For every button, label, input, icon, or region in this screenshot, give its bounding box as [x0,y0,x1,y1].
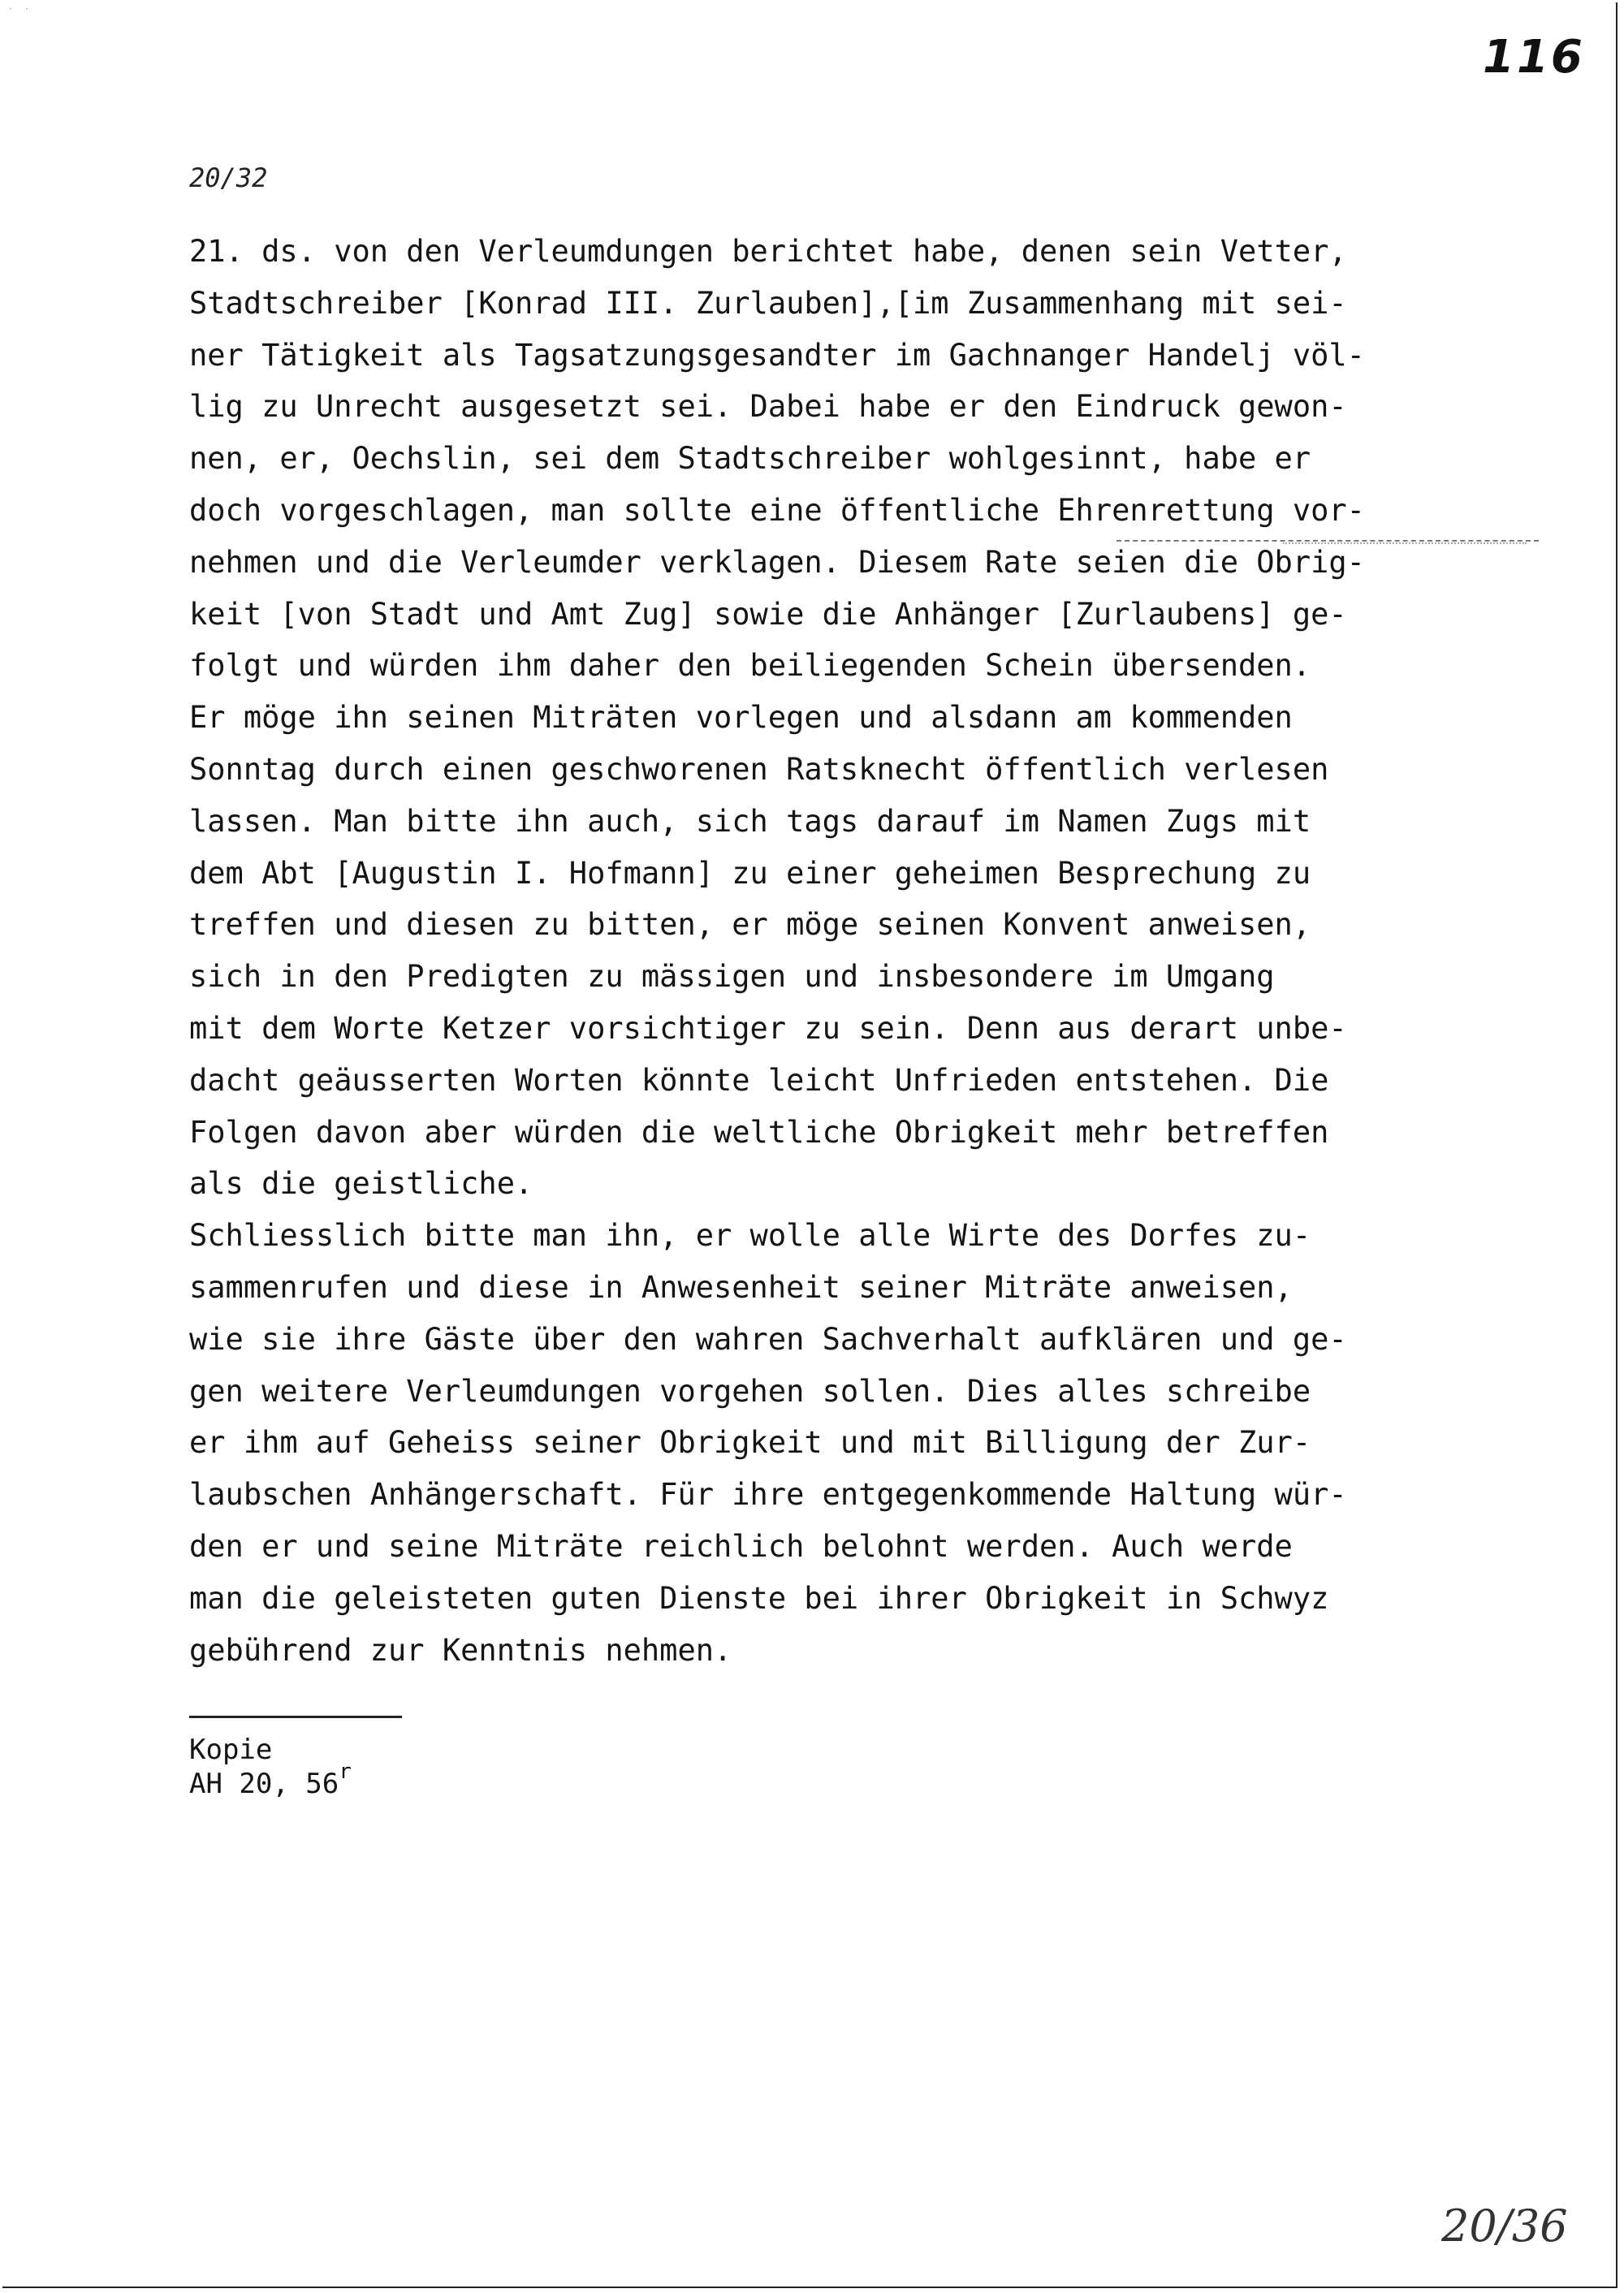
body-line: keit [von Stadt und Amt Zug] sowie die Anhänger [Zurlaubens] ge- [189,596,1347,632]
body-line: er ihm auf Geheiss seiner Obrigkeit und mit Billigung der Zur- [189,1425,1311,1461]
body-line: wie sie ihre Gäste über den wahren Sachverhalt aufklären und ge- [189,1321,1347,1357]
footnote-rule [189,1716,402,1718]
body-line: Er möge ihn seinen Miträten vorlegen und alsdann am kommenden [189,700,1293,736]
folio-number-bottom: 20/36 [1441,2200,1568,2252]
body-line: gebührend zur Kenntnis nehmen. [189,1632,732,1668]
body-line: Stadtschreiber [Konrad III. Zurlauben],[im Zusammenhang mit sei- [189,285,1347,321]
folio-number-top: 116 [1483,31,1585,84]
footnote-source-text: AH 20, 56 [189,1768,339,1800]
body-line: 21. ds. von den Verleumdungen berichtet habe, denen sein Vetter, [189,234,1347,269]
body-line: den er und seine Miträte reichlich belohnt werden. Auch werde [189,1528,1293,1564]
body-line: doch vorgeschlagen, man sollte eine öffentliche Ehrenrettung vor- [189,492,1365,528]
footnote-source-superscript: r [339,1760,352,1784]
body-line: ner Tätigkeit als Tagsatzungsgesandter im Gachnanger Handelj völ- [189,337,1365,373]
body-line: dacht geäusserten Worten könnte leicht Unfrieden entstehen. Die [189,1062,1329,1098]
body-text [189,226,1521,1676]
body-line: laubschen Anhängerschaft. Für ihre entgegenkommende Haltung wür- [189,1477,1347,1513]
body-line: gen weitere Verleumdungen vorgehen sollen. Dies alles schreibe [189,1373,1311,1409]
footnote-line-copy: Kopie [189,1734,273,1766]
body-line: man die geleisteten guten Dienste bei ihrer Obrigkeit in Schwyz [189,1580,1329,1616]
body-line: folgt und würden ihm daher den beiliegenden Schein übersenden. [189,648,1311,684]
footnote-line-source [189,1760,352,1801]
body-line: Folgen davon aber würden die weltliche Obrigkeit mehr betreffen [189,1114,1329,1150]
body-line: sammenrufen und diese in Anwesenheit seiner Miträte anweisen, [189,1269,1293,1305]
body-line: nen, er, Oechslin, sei dem Stadtschreiber wohlgesinnt, habe er [189,441,1311,477]
body-line: Sonntag durch einen geschworenen Ratsknecht öffentlich verlesen [189,751,1329,787]
body-line: sich in den Predigten zu mässigen und insbesondere im Umgang [189,959,1275,995]
body-line: mit dem Worte Ketzer vorsichtiger zu sein. Denn aus derart unbe- [189,1010,1347,1046]
scan-specks: · · [8,5,33,14]
body-line: Schliesslich bitte man ihn, er wolle alle Wirte des Dorfes zu- [189,1218,1311,1254]
body-line: nehmen und die Verleumder verklagen. Diesem Rate seien die Obrig- [189,544,1365,580]
body-line: lig zu Unrecht ausgesetzt sei. Dabei habe er den Eindruck gewon- [189,389,1347,425]
body-line: treffen und diesen zu bitten, er möge seinen Konvent anweisen, [189,907,1311,943]
footnote [189,1733,352,1801]
body-line: lassen. Man bitte ihn auch, sich tags darauf im Namen Zugs mit [189,803,1311,839]
body-line: dem Abt [Augustin I. Hofmann] zu einer geheimen Besprechung zu [189,855,1311,891]
page-reference: 20/32 [189,162,268,193]
body-line: als die geistliche. [189,1166,533,1202]
